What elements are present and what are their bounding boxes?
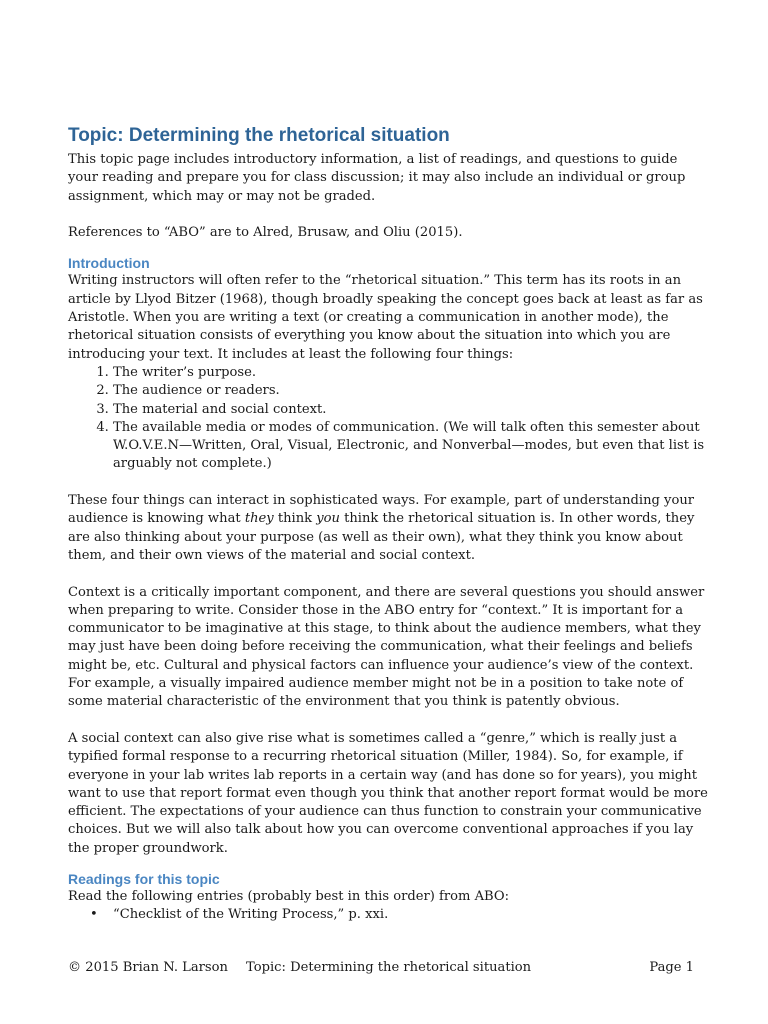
list-item: 4. The available media or modes of communication. (We will talk often this semester about W.O.V.E.N—Written, Oral, Visual, Electronic, and Nonverbal—modes, but even that list is arguably not complete.) (113, 419, 708, 474)
text-run: think (273, 511, 317, 527)
footer-topic: Topic: Determining the rhetorical situation (246, 960, 532, 975)
emphasis-you: you (316, 511, 340, 527)
page-title: Topic: Determining the rhetorical situation (68, 125, 450, 146)
text-run: think the rhetorical situation is. In other words, they are also thinking about your purpose (as well as their own), what they think you know about them, and their own views of the material and social context. (68, 511, 695, 563)
text-run: These four things can interact in sophisticated ways. For example, part of understanding your audience is knowing what (68, 493, 695, 527)
readings-heading: Readings for this topic (68, 870, 220, 887)
footer-page-number: Page 1 (649, 960, 694, 975)
introduction-heading: Introduction (68, 255, 150, 272)
context-paragraph: Context is a critically important component, and there are several questions you should answer when preparing to write. Consider those in the ABO entry for “context.” It is important for a communicator to be imaginative at this stage, to think about the audience members, what they may just have been doing before receiving the communication, what their feelings and beliefs might be, etc. Cultural and physical factors can influence your audience’s view of the context. For example, a visually impaired audience member might not be in a position to take note of some material characteristic of the environment that you think is patently obvious. (68, 584, 705, 710)
readings-list (68, 906, 708, 924)
introduction-paragraph: Writing instructors will often refer to the “rhetorical situation.” This term has its roots in an article by Llyod Bitzer (1968), though broadly speaking the concept goes back at least as far as Aristotle. When you are writing a text (or creating a communication in another mode), the rhetorical situation consists of everything you know about the situation into which you are introducing your text. It includes at least the following four things: (68, 273, 703, 362)
intro-paragraph: This topic page includes introductory information, a list of readings, and questions to guide your reading and prepare you for class discussion; it may also include an individual or group assignment, which may or may not be graded. (68, 152, 686, 204)
page-content (68, 124, 708, 925)
references-paragraph: References to “ABO” are to Alred, Brusaw, and Oliu (2015). (68, 225, 463, 241)
list-item: 2. The audience or readers. (113, 382, 708, 400)
list-item: 3. The material and social context. (113, 401, 708, 419)
interaction-paragraph (68, 492, 708, 565)
readings-paragraph: Read the following entries (probably best in this order) from ABO: (68, 888, 510, 904)
genre-paragraph: A social context can also give rise what is sometimes called a “genre,” which is really just a typified formal response to a recurring rhetorical situation (Miller, 1984). So, for example, if everyone in your lab writes lab reports in a certain way (and has done so for years), you might want to use that report format even though you think that another report format would be more efficient. The expectations of your audience can thus function to constrain your communicative choices. But we will also talk about how you can overcome conventional approaches if you lay the proper groundwork. (68, 730, 708, 856)
footer-copyright: © 2015 Brian N. Larson (68, 960, 228, 975)
emphasis-they: they (244, 511, 274, 527)
rhetorical-elements-list (68, 364, 708, 474)
list-item: • “Checklist of the Writing Process,” p. xxi. (113, 906, 708, 924)
list-item: 1. The writer’s purpose. (113, 364, 708, 382)
